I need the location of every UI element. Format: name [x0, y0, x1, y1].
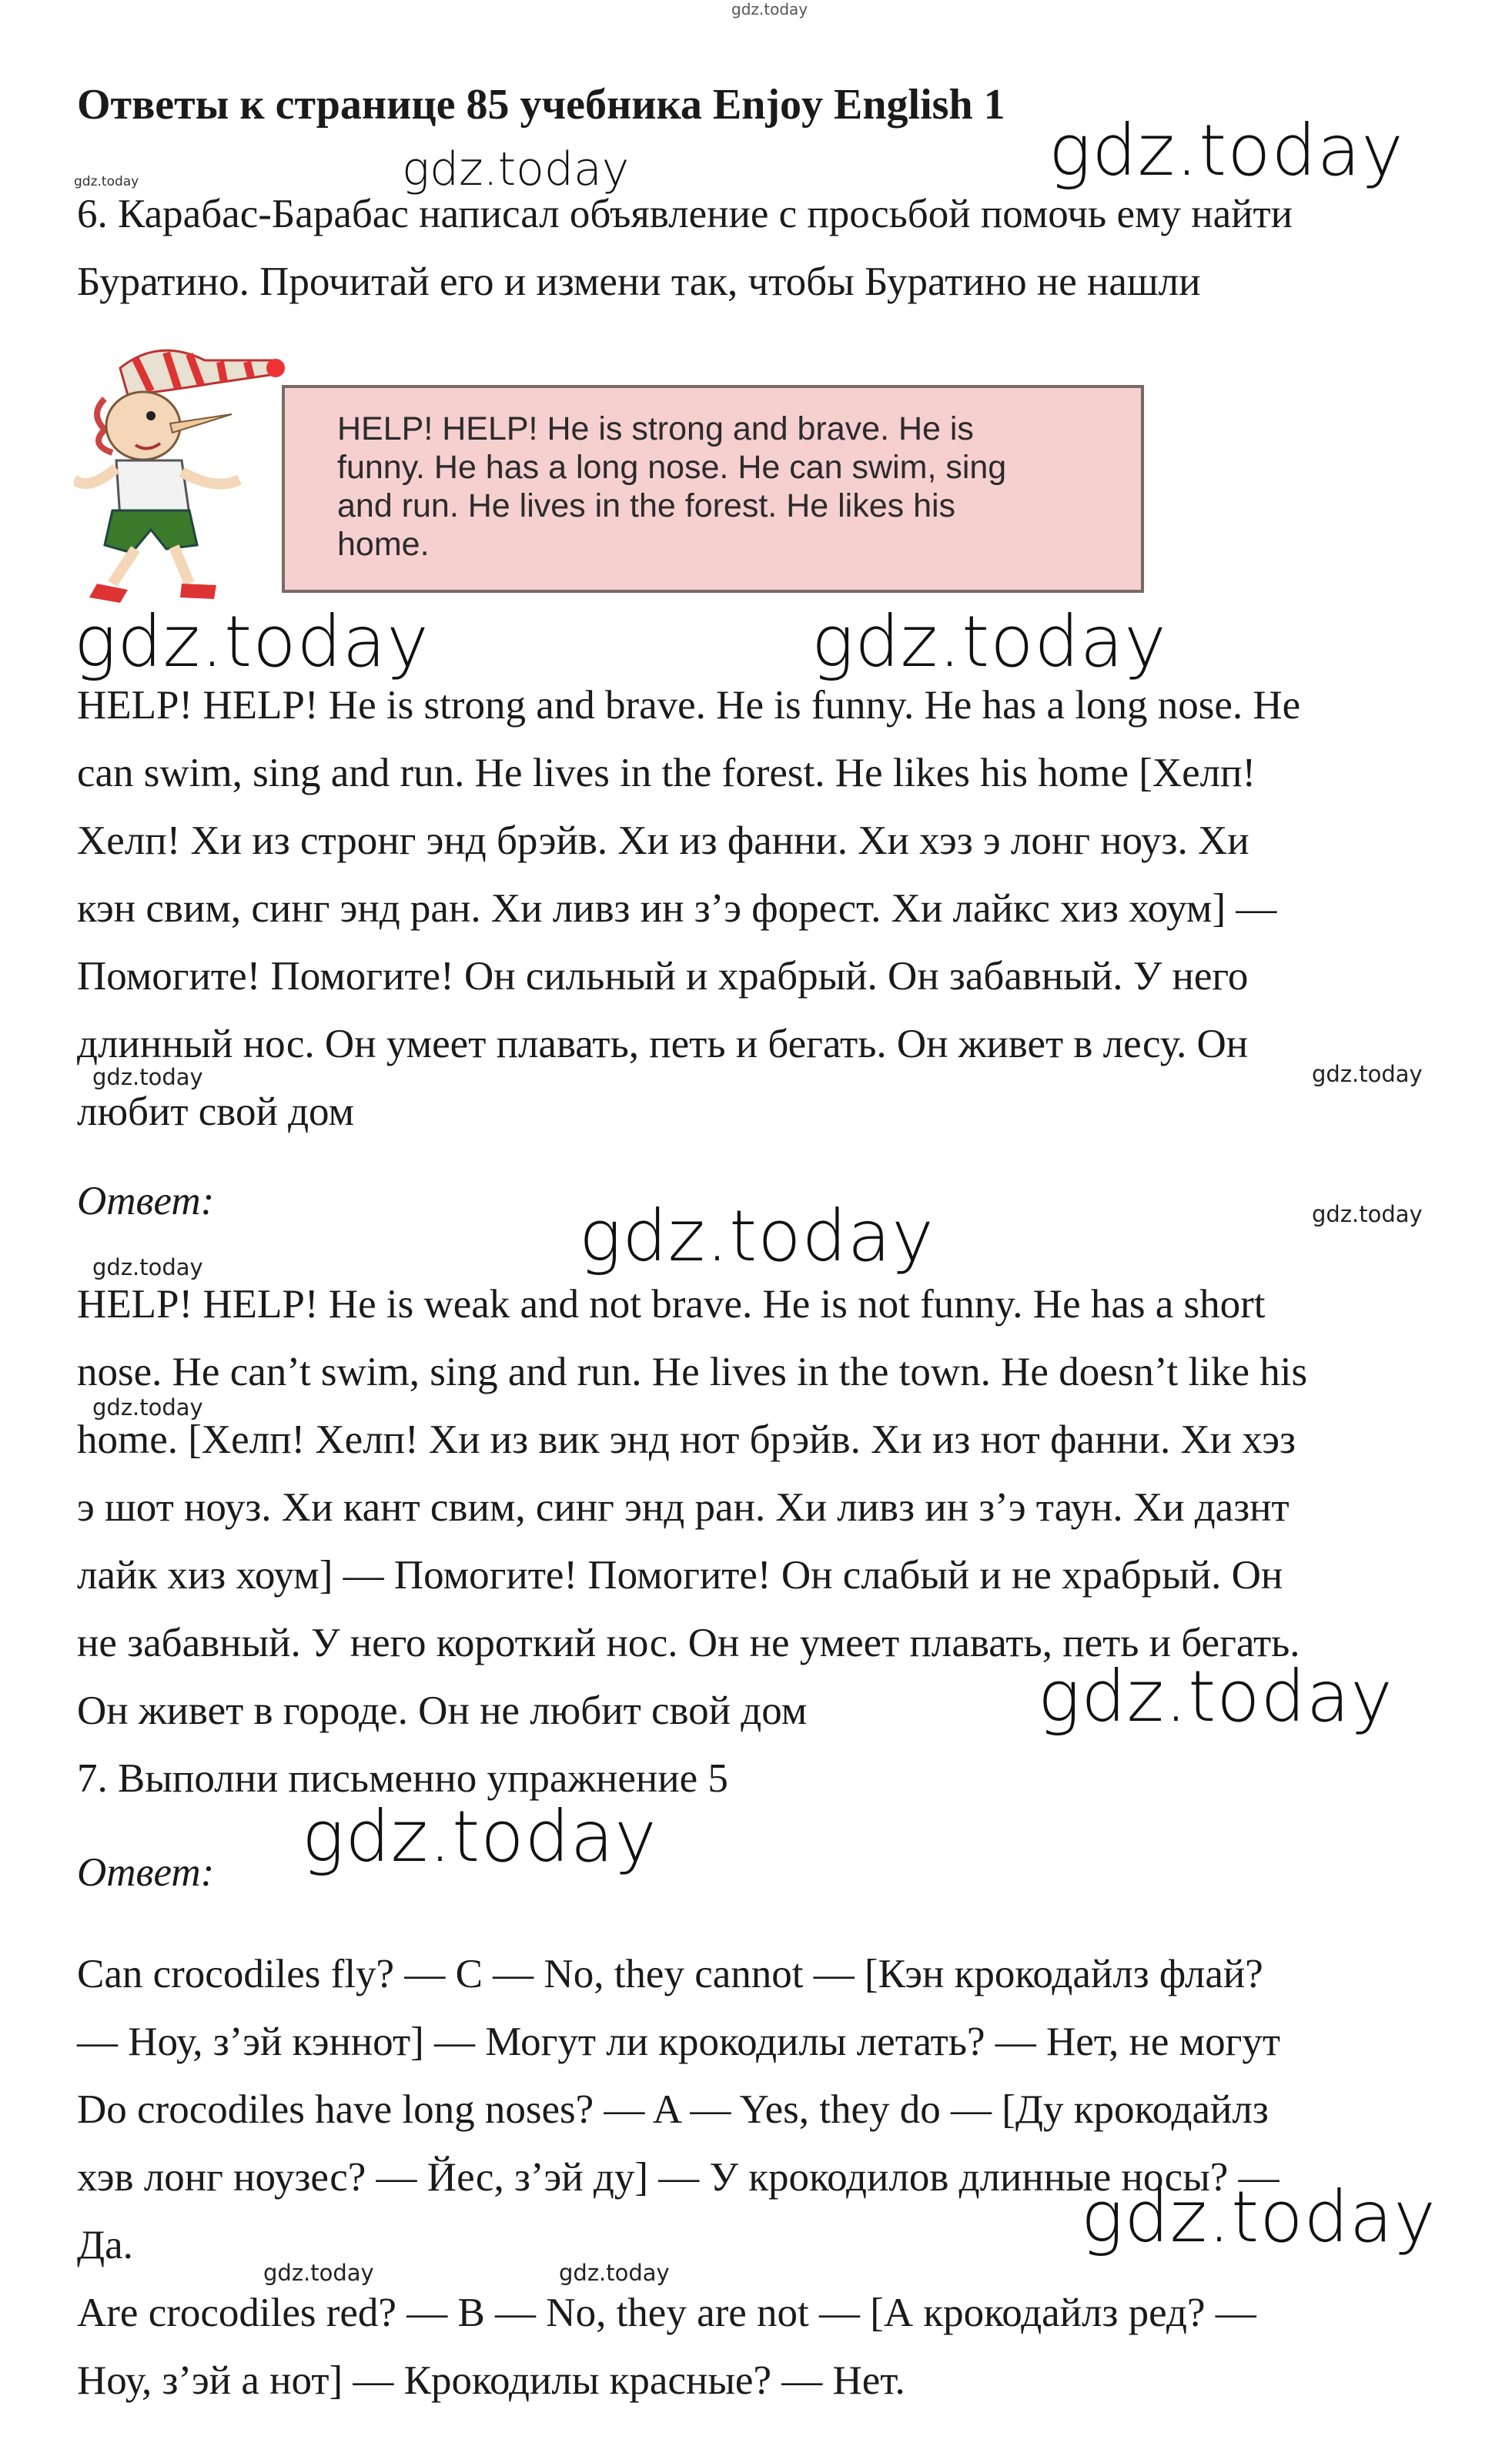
- answer-7-line: — Ноу, з’эй кэннот] — Могут ли крокодилы летать? — Нет, не могут: [77, 2020, 1281, 2064]
- task-7-text: [77, 1745, 1447, 1812]
- watermark: gdz.today: [559, 2260, 670, 2286]
- original-text-line: кэн свим, синг энд ран. Хи ливз ин з’э форест. Хи лайкс хиз хоум] —: [77, 886, 1277, 931]
- answer-7-line: Are crocodiles red? — B — No, they are not — [А крокодайлз ред? —: [77, 2291, 1256, 2335]
- answer-6-line: nose. He can’t swim, sing and run. He lives in the town. He doesn’t like his: [77, 1350, 1308, 1394]
- answer-7-line: Ноу, з’эй а нот] — Крокодилы красные? — Нет.: [77, 2358, 905, 2403]
- answer-7-line: Do crocodiles have long noses? — A — Yes, they do — [Ду крокодайлз: [77, 2087, 1269, 2132]
- answer-6-line: HELP! HELP! He is weak and not brave. He is not funny. He has a short: [77, 1282, 1266, 1327]
- answer-7-line: Да.: [77, 2223, 133, 2267]
- watermark: gdz.today: [579, 1195, 935, 1277]
- notice-line: home.: [337, 526, 430, 563]
- task-6-text: [77, 180, 1447, 316]
- watermark: gdz.today: [92, 1394, 203, 1421]
- watermark: gdz.today: [263, 2260, 374, 2286]
- original-text-line: Хелп! Хи из стронг энд брэйв. Хи из фанни. Хи хэз э лонг ноуз. Хи: [77, 818, 1249, 863]
- notice-line: and run. He lives in the forest. He likes his: [337, 487, 956, 524]
- original-text-line: любит свой дом: [77, 1089, 355, 1134]
- watermark: gdz.today: [1049, 109, 1404, 192]
- illustration: [74, 337, 1152, 614]
- answer-6-line: не забавный. У него короткий нос. Он не умеет плавать, петь и бегать.: [77, 1621, 1300, 1665]
- answer-label: Ответ:: [77, 1850, 215, 1895]
- answer-6-line: лайк хиз хоум] — Помогите! Помогите! Он слабый и не храбрый. Он: [77, 1553, 1283, 1598]
- watermark: gdz.today: [1312, 1201, 1423, 1227]
- notice-text: [337, 410, 1110, 564]
- task-7-line: 7. Выполни письменно упражнение 5: [77, 1756, 728, 1801]
- task-6-line: Буратино. Прочитай его и измени так, чтобы Буратино не нашли: [77, 259, 1201, 304]
- wanted-notice: [282, 385, 1144, 593]
- watermark: gdz.today: [92, 1254, 203, 1280]
- watermark: gdz.today: [74, 174, 139, 189]
- watermark: gdz.today: [1038, 1655, 1393, 1738]
- watermark: gdz.today: [92, 1064, 203, 1090]
- answer-label: Ответ:: [77, 1179, 215, 1223]
- page-title: Ответы к странице 85 учебника Enjoy English 1: [77, 81, 1005, 129]
- original-text-line: HELP! HELP! He is strong and brave. He is funny. He has a long nose. He: [77, 683, 1301, 728]
- answer-7-line: Can crocodiles fly? — C — No, they cannot — [Кэн крокодайлз флай?: [77, 1952, 1263, 1996]
- original-text-line: длинный нос. Он умеет плавать, петь и бегать. Он живет в лесу. Он: [77, 1022, 1249, 1066]
- answer-6-line: э шот ноуз. Хи кант свим, синг энд ран. Хи ливз ин з’э таун. Хи дазнт: [77, 1485, 1290, 1530]
- watermark: gdz.today: [1081, 2176, 1437, 2258]
- watermark: gdz.today: [74, 601, 430, 683]
- task-6-line: 6. Карабас-Барабас написал объявление с просьбой помочь ему найти: [77, 192, 1293, 236]
- watermark: gdz.today: [302, 1795, 657, 1878]
- notice-line: funny. He has a long nose. He can swim, sing: [337, 449, 1007, 486]
- watermark: gdz.today: [1312, 1061, 1423, 1087]
- watermark: gdz.today: [811, 601, 1167, 683]
- answer-6-line: Он живет в городе. Он не любит свой дом: [77, 1688, 808, 1733]
- answer-6-line: home. [Хелп! Хелп! Хи из вик энд нот брэйв. Хи из нот фанни. Хи хэз: [77, 1417, 1296, 1462]
- watermark: gdz.today: [402, 142, 630, 196]
- original-text-line: can swim, sing and run. He lives in the forest. He likes his home [Хелп!: [77, 751, 1256, 795]
- original-text: [77, 671, 1447, 1146]
- answer-7-line: хэв лонг ноузес? — Йес, з’эй ду] — У крокодилов длинные носы? —: [77, 2155, 1280, 2200]
- notice-line: HELP! HELP! He is strong and brave. He is: [337, 410, 974, 447]
- original-text-line: Помогите! Помогите! Он сильный и храбрый. Он забавный. У него: [77, 954, 1249, 999]
- watermark: gdz.today: [731, 0, 808, 18]
